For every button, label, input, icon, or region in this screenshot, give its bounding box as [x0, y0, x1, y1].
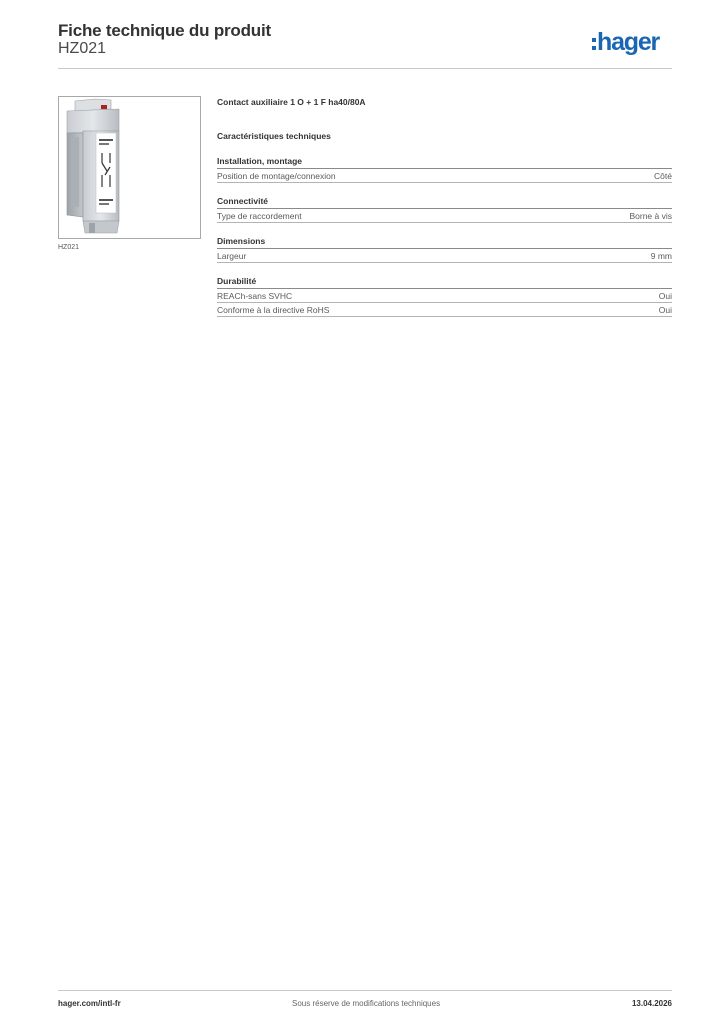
image-caption: HZ021: [58, 244, 80, 251]
spec-value: Borne à vis: [629, 211, 672, 221]
footer-notice: Sous réserve de modifications techniques: [292, 999, 441, 1008]
section-title: Dimensions: [217, 236, 672, 249]
spec-label: REACh-sans SVHC: [217, 291, 293, 301]
footer-website-link[interactable]: hager.com/intl-fr: [58, 999, 121, 1008]
spec-label: Type de raccordement: [217, 211, 302, 221]
section-title: Durabilité: [217, 276, 672, 289]
spec-row: [217, 209, 672, 223]
spec-row: [217, 303, 672, 317]
footer-divider: [58, 990, 672, 991]
spec-heading: Caractéristiques techniques: [217, 131, 331, 141]
hager-logo[interactable]: [592, 29, 659, 55]
logo-dots-icon: [592, 38, 596, 50]
spec-label: Position de montage/connexion: [217, 171, 336, 181]
section-dimensions: [217, 236, 672, 263]
spec-value: 9 mm: [650, 251, 672, 261]
spec-value: Oui: [658, 291, 672, 301]
product-reference: HZ021: [58, 40, 107, 57]
page-title: Fiche technique du produit: [58, 21, 271, 40]
spec-label: Largeur: [217, 251, 247, 261]
spec-row: [217, 169, 672, 183]
spec-value: Oui: [658, 305, 672, 315]
section-title: Connectivité: [217, 196, 672, 209]
spec-value: Côté: [654, 171, 672, 181]
technical-specification: [217, 96, 672, 317]
section-durability: [217, 276, 672, 317]
product-name: Contact auxiliaire 1 O + 1 F ha40/80A: [217, 97, 366, 107]
spec-row: [217, 249, 672, 263]
spec-label: Conforme à la directive RoHS: [217, 305, 330, 315]
product-image: [58, 96, 201, 239]
header-divider: [58, 68, 672, 69]
section-connectivity: [217, 196, 672, 223]
section-installation: [217, 156, 672, 183]
logo-text: hager: [597, 28, 660, 56]
footer-date: 13.04.2026: [631, 999, 672, 1008]
spec-row: [217, 289, 672, 303]
section-title: Installation, montage: [217, 156, 672, 169]
auxiliary-contact-module-icon: [59, 97, 200, 238]
